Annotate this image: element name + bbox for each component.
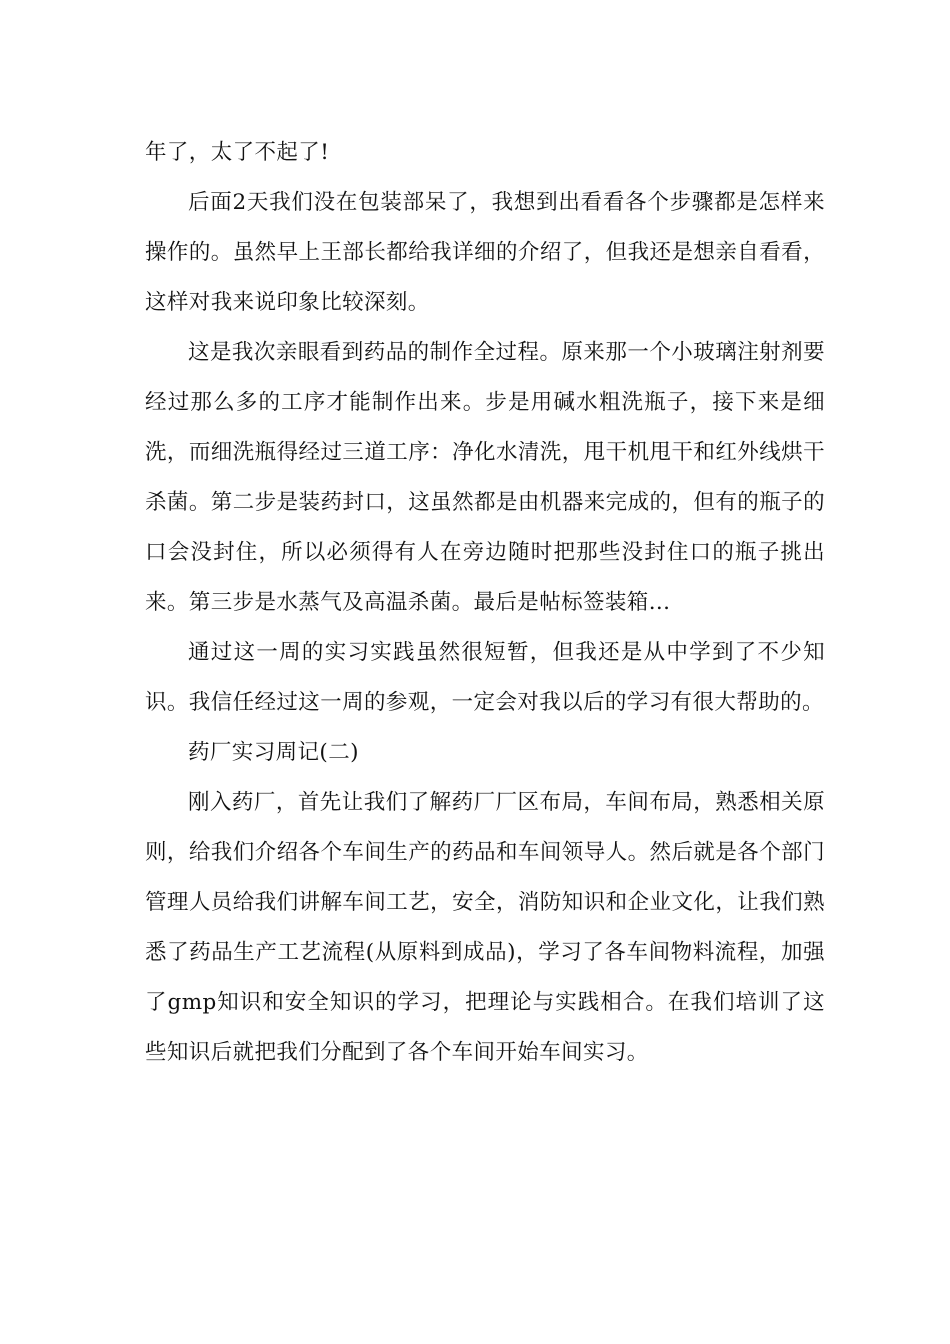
paragraph-packaging: 后面2天我们没在包装部呆了，我想到出看看各个步骤都是怎样来操作的。虽然早上王部长都给我详细的介绍了，但我还是想亲自看看，这样对我来说印象比较深刻。 (145, 190, 825, 315)
paragraph-production-process: 这是我次亲眼看到药品的制作全过程。原来那一个小玻璃注射剂要经过那么多的工序才能制作出来。步是用碱水粗洗瓶子，接下来是细洗，而细洗瓶得经过三道工序：净化水清洗，甩干机甩干和红外线烘干杀菌。第二步是装药封口，这虽然都是由机器来完成的，但有的瓶子的口会没封住，所以必须得有人在旁边随时把那些没封住口的瓶子挑出来。第三步是水蒸气及高温杀菌。最后是帖标签装箱... (145, 340, 825, 615)
section-heading: 药厂实习周记(二) (188, 740, 359, 765)
document-body (145, 128, 825, 1078)
paragraph-orientation: 刚入药厂，首先让我们了解药厂厂区布局，车间布局，熟悉相关原则，给我们介绍各个车间生产的药品和车间领导人。然后就是各个部门管理人员给我们讲解车间工艺，安全，消防知识和企业文化，让我们熟悉了药品生产工艺流程(从原料到成品)，学习了各车间物料流程，加强了gmp知识和安全知识的学习，把理论与实践相合。在我们培训了这些知识后就把我们分配到了各个车间开始车间实习。 (145, 790, 825, 1065)
paragraph-continuation: 年了，太了不起了! (145, 140, 330, 165)
paragraph-summary: 通过这一周的实习实践虽然很短暂，但我还是从中学到了不少知识。我信任经过这一周的参观，一定会对我以后的学习有很大帮助的。 (145, 640, 825, 715)
